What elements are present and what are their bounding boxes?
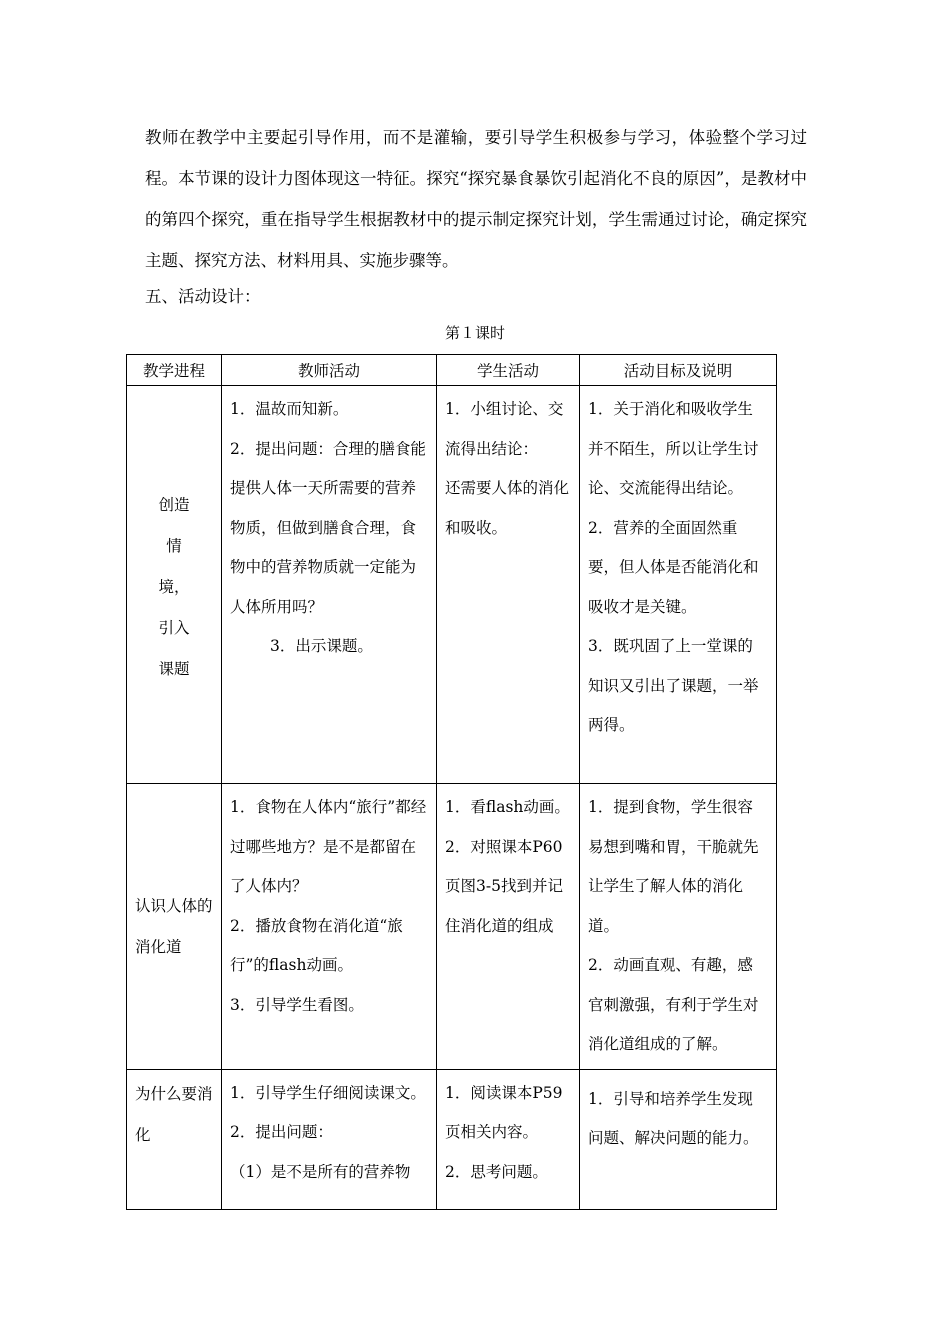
goal-item: 1．提到食物，学生很容易想到嘴和胃，干脆就先让学生了解人体的消化道。	[588, 798, 759, 935]
goal-item: 1．引导和培养学生发现问题、解决问题的能力。	[588, 1089, 759, 1147]
header-student: 学生活动	[437, 355, 580, 386]
header-stage: 教学进程	[127, 355, 222, 386]
stage-cell	[127, 386, 222, 784]
teacher-item: （1）是不是所有的营养物	[230, 1162, 411, 1181]
stage-line: 创造	[158, 496, 190, 514]
teacher-item: 3．出示课题。	[270, 637, 373, 655]
table-caption: 第１课时	[444, 324, 505, 342]
teacher-cell	[222, 1069, 437, 1209]
teacher-cell	[222, 386, 437, 784]
teacher-item: 2．播放食物在消化道“旅行”的flash动画。	[230, 916, 403, 974]
student-cell	[437, 386, 580, 784]
header-teacher: 教师活动	[222, 355, 437, 386]
goal-item: 2．动画直观、有趣，感官刺激强，有利于学生对消化道组成的了解。	[588, 956, 759, 1053]
stage-text: 为什么要消化	[135, 1084, 213, 1144]
stage-line: 境，	[158, 578, 190, 596]
goal-cell	[580, 386, 777, 784]
table-row	[127, 386, 777, 784]
intro-paragraph	[145, 117, 807, 281]
teacher-item: 2．提出问题：	[230, 1123, 333, 1141]
goal-item: 1．关于消化和吸收学生并不陌生，所以让学生讨论、交流能得出结论。	[588, 400, 759, 497]
stage-cell	[127, 1069, 222, 1209]
student-item: 1．阅读课本P59页相关内容。	[445, 1083, 563, 1141]
section-heading: 五、活动设计：	[145, 287, 261, 306]
stage-line: 情	[166, 537, 182, 555]
goal-cell	[580, 784, 777, 1070]
table-header-row	[127, 355, 777, 386]
student-cell	[437, 1069, 580, 1209]
stage-text: 认识人体的消化道	[135, 897, 213, 956]
teacher-item: 3．引导学生看图。	[230, 995, 364, 1014]
goal-cell	[580, 1069, 777, 1209]
student-item: 还需要人体的消化和吸收。	[445, 479, 570, 537]
student-cell	[437, 784, 580, 1070]
teacher-cell	[222, 784, 437, 1070]
student-item: 2．思考问题。	[445, 1162, 548, 1181]
stage-line: 引入	[158, 619, 190, 637]
goal-item: 2．营养的全面固然重要，但人体是否能消化和吸收才是关键。	[588, 518, 759, 616]
teacher-item: 1．引导学生仔细阅读课文。	[230, 1083, 426, 1102]
student-item: 2．对照课本P60页图3-5找到并记住消化道的组成	[445, 837, 563, 935]
activity-table	[126, 354, 777, 1210]
student-item: 1．看flash动画。	[445, 798, 570, 816]
intro-text: 教师在教学中主要起引导作用，而不是灌输，要引导学生积极参与学习，体验整个学习过程。本节课的设计力图体现这一特征。探究“探究暴食暴饮引起消化不良的原因”，是教材中的第四个探究，重在指导学生根据教材中的提示制定探究计划，学生需通过讨论，确定探究主题、探究方法、材料用具、实施步骤等。	[145, 128, 807, 270]
stage-cell	[127, 784, 222, 1070]
header-goal: 活动目标及说明	[580, 355, 777, 386]
teacher-item: 2．提出问题：合理的膳食能提供人体一天所需要的营养物质，但做到膳食合理，食物中的营养物质就一定能为人体所用吗？	[230, 439, 426, 616]
table-row	[127, 784, 777, 1070]
table-row	[127, 1069, 777, 1209]
stage-line: 课题	[158, 660, 190, 678]
student-item: 1．小组讨论、交流得出结论：	[445, 400, 564, 458]
teacher-item: 1．温故而知新。	[230, 400, 349, 418]
goal-item: 3．既巩固了上一堂课的知识又引出了课题，一举两得。	[588, 637, 759, 734]
teacher-item: 1．食物在人体内“旅行”都经过哪些地方？是不是都留在了人体内？	[230, 798, 427, 895]
